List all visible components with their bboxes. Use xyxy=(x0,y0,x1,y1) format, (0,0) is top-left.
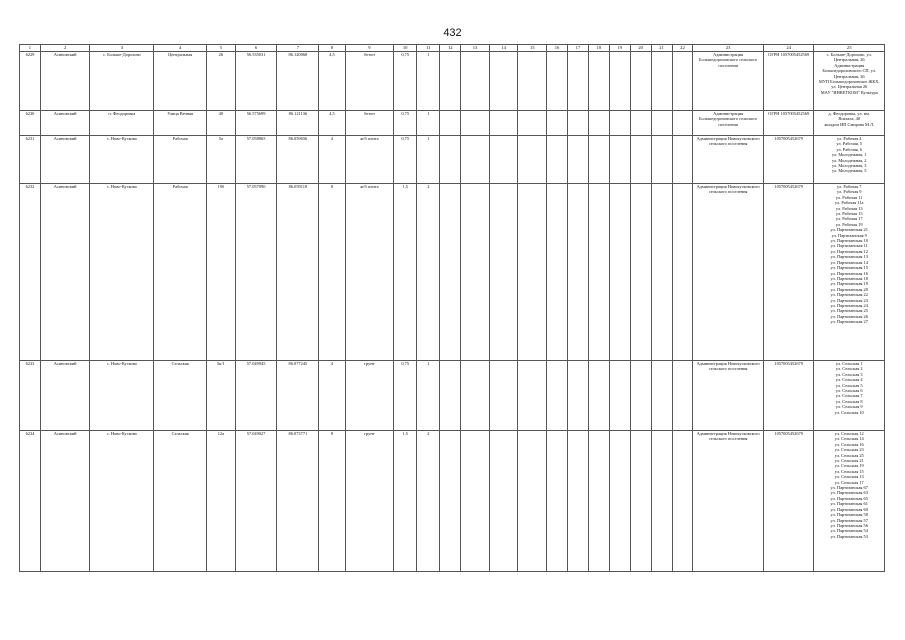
table-cell xyxy=(630,52,651,111)
table-cell xyxy=(672,52,693,111)
column-number: 15 xyxy=(518,45,547,52)
table-cell: 57.049027 xyxy=(235,431,277,572)
address-line: ул. Сельская 23 xyxy=(834,447,864,453)
table-cell: Улица Вечная xyxy=(154,111,207,136)
table-cell xyxy=(547,431,568,572)
address-line: ул. Партизанская 24 xyxy=(830,302,868,308)
address-line: ул. Партизанская 15 xyxy=(830,265,868,271)
column-number: 16 xyxy=(547,45,568,52)
address-line: ул. Рабочая 7 xyxy=(836,184,862,189)
table-cell: бетон xyxy=(345,52,393,111)
column-number: 18 xyxy=(588,45,609,52)
column-number: 8 xyxy=(319,45,345,52)
table-cell xyxy=(567,184,588,361)
column-number: 7 xyxy=(277,45,319,52)
table-cell xyxy=(440,111,461,136)
table-cell: 40 xyxy=(207,111,236,136)
column-number: 24 xyxy=(763,45,814,52)
table-cell: Сельская xyxy=(154,361,207,431)
address-line: ул. Партизанская 11 xyxy=(830,243,868,249)
table-cell: 57.058865 xyxy=(235,136,277,184)
table-cell xyxy=(489,184,518,361)
table-cell xyxy=(609,184,630,361)
table-cell: ОГРН 1057005452569 xyxy=(763,52,814,111)
table-cell xyxy=(609,361,630,431)
column-number: 12 xyxy=(440,45,461,52)
table-cell: с. Ново-Кусково xyxy=(90,361,154,431)
table-cell: 0,75 xyxy=(394,111,417,136)
table-cell: Асиновский xyxy=(40,111,90,136)
table-cell: ж/б плита xyxy=(345,184,393,361)
column-number: 19 xyxy=(609,45,630,52)
table-cell xyxy=(440,136,461,184)
table-cell: 6232 xyxy=(20,184,41,361)
column-number: 25 xyxy=(814,45,885,52)
table-cell: 2 xyxy=(417,184,440,361)
address-line: ул. Молодежная, 1 xyxy=(831,152,867,158)
address-line: ул. Сельская 3 xyxy=(835,371,863,377)
address-line: ул. Молодежная, 3 xyxy=(831,163,867,169)
page-number: 432 xyxy=(443,27,462,39)
table-cell: с. Ново-Кусково xyxy=(90,431,154,572)
table-cell xyxy=(588,361,609,431)
table-cell: Администрация Новокусковского сельского поселения xyxy=(693,184,763,361)
address-line: с. Больше-Дорохово, ул. xyxy=(826,52,872,57)
table-cell: 1 xyxy=(417,136,440,184)
table-cell: 57.049945 xyxy=(235,361,277,431)
table-cell: 5а xyxy=(207,136,236,184)
column-number: 5 xyxy=(207,45,236,52)
table-cell xyxy=(609,52,630,111)
table-cell xyxy=(489,52,518,111)
table-cell: 86.059656 xyxy=(277,136,319,184)
address-line: Администрация xyxy=(834,62,865,68)
table-cell: 1 xyxy=(417,52,440,111)
table-cell xyxy=(567,431,588,572)
served-addresses-cell xyxy=(814,431,885,572)
column-number: 10 xyxy=(394,45,417,52)
table-cell: с. Ново-Кусково xyxy=(90,136,154,184)
table-cell xyxy=(461,136,490,184)
table-cell: Асиновский xyxy=(40,136,90,184)
address-line: ул. Молодежная, 2 xyxy=(831,157,867,163)
address-line: ул. Сельская 6 xyxy=(835,388,863,394)
table-cell: Асиновский xyxy=(40,184,90,361)
address-line: ул. Сельская 5 xyxy=(835,382,863,388)
address-line: ул. Партизанская 53 xyxy=(830,533,868,539)
address-line: ул. Партизанская 21 xyxy=(830,227,868,233)
table-cell: 86.077245 xyxy=(277,361,319,431)
table-cell: 6233 xyxy=(20,361,41,431)
table-cell xyxy=(489,361,518,431)
address-line: ул. Сельская 14 xyxy=(834,436,864,442)
table-cell: Асиновский xyxy=(40,361,90,431)
address-line: ул. Партизанская 63 xyxy=(830,490,868,496)
address-line: ул. Сельская 21 xyxy=(834,458,864,464)
table-cell: Сельская xyxy=(154,431,207,572)
table-cell: 1057005452679 xyxy=(763,361,814,431)
table-cell xyxy=(461,111,490,136)
table-cell: 8 xyxy=(319,431,345,572)
table-row xyxy=(20,184,885,361)
table-cell: ж/б плита xyxy=(345,136,393,184)
address-line: ул. Партизанская 57 xyxy=(830,517,868,523)
column-number: 4 xyxy=(154,45,207,52)
table-cell xyxy=(651,431,672,572)
table-cell: 57.057090 xyxy=(235,184,277,361)
table-cell: 0,75 xyxy=(394,52,417,111)
address-line: ул. Рабочая 15 xyxy=(835,211,863,217)
address-line: ул. Партизанская 26 xyxy=(830,313,868,319)
served-addresses-cell xyxy=(814,111,885,136)
table-cell xyxy=(672,111,693,136)
table-cell xyxy=(567,52,588,111)
address-line: ул. Центральная 26 xyxy=(831,84,868,90)
table-cell xyxy=(630,184,651,361)
address-line: ул. Рабочая 13 xyxy=(835,205,863,211)
table-cell xyxy=(440,361,461,431)
address-line: ул. Партизанская 13 xyxy=(830,254,868,260)
table-cell xyxy=(547,52,568,111)
table-row xyxy=(20,431,885,572)
address-line: ул. Рабочая 9 xyxy=(836,189,862,195)
table-cell xyxy=(518,361,547,431)
table-cell xyxy=(461,184,490,361)
address-line: ул. Сельская 16 xyxy=(834,441,864,447)
table-cell: 5к/1 xyxy=(207,361,236,431)
table-cell: Администрация Новокусковского сельского поселения xyxy=(693,361,763,431)
address-line: ул. Партизанская 23 xyxy=(830,297,868,303)
table-cell xyxy=(547,361,568,431)
address-line: ул. Сельская 12 xyxy=(834,431,864,436)
table-cell: грунт xyxy=(345,431,393,572)
address-line: ул. Рабочая, 6 xyxy=(836,146,863,152)
table-cell xyxy=(567,361,588,431)
table-cell xyxy=(651,361,672,431)
table-cell: 1 xyxy=(417,111,440,136)
table-cell: 2 xyxy=(417,431,440,572)
table-cell: 4 xyxy=(319,361,345,431)
column-number: 21 xyxy=(651,45,672,52)
table-cell xyxy=(461,361,490,431)
table-cell xyxy=(630,136,651,184)
address-line: ул. Партизанская 16 xyxy=(830,270,868,276)
address-line: ул. Сельская 17 xyxy=(834,479,864,485)
table-cell: Рабочая xyxy=(154,184,207,361)
table-cell xyxy=(547,111,568,136)
address-line: ул. Сельская 7 xyxy=(835,393,863,399)
table-cell xyxy=(461,431,490,572)
address-line: ул. Партизанская 22 xyxy=(830,292,868,298)
table-cell: 12а xyxy=(207,431,236,572)
address-line: ул. Партизанская 14 xyxy=(830,259,868,265)
table-cell xyxy=(651,111,672,136)
table-cell: 56.575699 xyxy=(235,111,277,136)
address-line: ул. Партизанская 67 xyxy=(830,485,868,491)
header-row xyxy=(20,45,885,52)
address-line: ул. Рабочая 11 xyxy=(835,194,863,200)
table-cell xyxy=(630,431,651,572)
column-number: 2 xyxy=(40,45,90,52)
address-line: Центральная, 26 xyxy=(833,73,865,79)
table-cell: 86.121136 xyxy=(277,111,319,136)
address-line: ул. Сельская 8 xyxy=(835,398,863,404)
table-cell: 6229 xyxy=(20,52,41,111)
address-line: жилдом ИП Смирова М.Л. xyxy=(824,121,875,127)
address-line: ул. Партизанская 54 xyxy=(830,528,868,534)
table-cell: 1,5 xyxy=(394,431,417,572)
table-cell: 4,5 xyxy=(319,111,345,136)
table-cell xyxy=(489,136,518,184)
served-addresses-cell xyxy=(814,136,885,184)
table-cell xyxy=(651,184,672,361)
column-number: 1 xyxy=(20,45,41,52)
table-cell: 86.059118 xyxy=(277,184,319,361)
table-cell xyxy=(672,136,693,184)
served-addresses-cell xyxy=(814,52,885,111)
address-line: ул. Сельская 1 xyxy=(835,361,863,366)
table-cell: с. Ново-Кусково xyxy=(90,184,154,361)
column-number: 9 xyxy=(345,45,393,52)
table-cell xyxy=(609,111,630,136)
table-cell: 0,75 xyxy=(394,361,417,431)
table-cell xyxy=(609,431,630,572)
table-cell: 6230 xyxy=(20,111,41,136)
table-cell: Рабочая xyxy=(154,136,207,184)
column-number: 6 xyxy=(235,45,277,52)
table-cell: 86.120068 xyxy=(277,52,319,111)
address-line: ул. Партизанская 56 xyxy=(830,522,868,528)
column-number: 22 xyxy=(672,45,693,52)
address-line: ул. Рабочая 11а xyxy=(834,200,864,206)
table-row xyxy=(20,52,885,111)
table-cell: 1 xyxy=(417,361,440,431)
address-line: МАУ "ИНВЕТКОМ" Культура xyxy=(820,89,878,95)
table-cell xyxy=(651,136,672,184)
table-cell xyxy=(518,136,547,184)
table-cell xyxy=(588,111,609,136)
table-cell xyxy=(489,431,518,572)
address-line: ул. Рабочая 19 xyxy=(835,221,863,227)
table-cell xyxy=(440,431,461,572)
table-cell xyxy=(567,111,588,136)
address-line: д. Феодоровка, ул. им. xyxy=(828,111,871,116)
table-cell xyxy=(588,184,609,361)
table-cell xyxy=(547,184,568,361)
table-cell: Центральная xyxy=(154,52,207,111)
column-number: 20 xyxy=(630,45,651,52)
table-cell: 4 xyxy=(319,136,345,184)
served-addresses-cell xyxy=(814,184,885,361)
address-line: ул. Партизанская 10 xyxy=(830,238,868,244)
table-cell: 0,75 xyxy=(394,136,417,184)
table-cell: 8 xyxy=(319,184,345,361)
address-line: ул. Сельская 19 xyxy=(834,463,864,469)
column-number: 14 xyxy=(489,45,518,52)
table-cell: Асиновский xyxy=(40,52,90,111)
column-number: 17 xyxy=(567,45,588,52)
table-cell xyxy=(651,52,672,111)
table-cell: Администрация Большедороховского сельского поселения xyxy=(693,111,763,136)
table-cell: Асиновский xyxy=(40,431,90,572)
address-line: ул. Молодежная, 5 xyxy=(831,168,867,174)
column-number: 3 xyxy=(90,45,154,52)
table-cell: 86.073771 xyxy=(277,431,319,572)
table-cell: Администрация Новокусковского сельского поселения xyxy=(693,136,763,184)
address-line: ул. Партизанская 12 xyxy=(830,248,868,254)
address-line: ул. Партизанская 27 xyxy=(830,319,868,325)
address-line: Центральная, 26 xyxy=(833,57,865,63)
address-line: ул. Сельская 13 xyxy=(834,474,864,480)
column-number: 13 xyxy=(461,45,490,52)
table-cell: бетон xyxy=(345,111,393,136)
table-cell xyxy=(630,111,651,136)
table-cell: ОГРН 1057005452569 xyxy=(763,111,814,136)
address-line: ул. Партизанская 58 xyxy=(830,512,868,518)
table-cell xyxy=(547,136,568,184)
table-cell xyxy=(518,52,547,111)
table-cell: 1,5 xyxy=(394,184,417,361)
table-cell xyxy=(588,52,609,111)
table-cell: 56.535031 xyxy=(235,52,277,111)
table-row xyxy=(20,136,885,184)
table-cell xyxy=(461,52,490,111)
table-cell xyxy=(489,111,518,136)
table-cell xyxy=(440,52,461,111)
address-line: ул. Партизанская 60 xyxy=(830,506,868,512)
address-line: ул. Сельская 9 xyxy=(835,404,863,410)
table-cell: 4,5 xyxy=(319,52,345,111)
table-cell: 6234 xyxy=(20,431,41,572)
table-cell xyxy=(518,111,547,136)
table-cell xyxy=(518,431,547,572)
table-cell xyxy=(672,184,693,361)
table-cell xyxy=(440,184,461,361)
table-row xyxy=(20,361,885,431)
address-line: ул. Рабочая 17 xyxy=(835,216,863,222)
table-cell: 26 xyxy=(207,52,236,111)
table-cell: 1057005452679 xyxy=(763,431,814,572)
table-cell: с. Больше-Дорохово xyxy=(90,52,154,111)
table-cell xyxy=(518,184,547,361)
address-line: ул. Партизанская 65 xyxy=(830,495,868,501)
table-cell xyxy=(672,361,693,431)
address-line: МУП Большедороховское ЖКХ, xyxy=(818,79,880,85)
table-cell: 6231 xyxy=(20,136,41,184)
table-cell: п. Феодоровка xyxy=(90,111,154,136)
address-line: ул. Сельская 10 xyxy=(834,409,864,415)
table-cell xyxy=(609,136,630,184)
column-number: 11 xyxy=(417,45,440,52)
table-cell xyxy=(630,361,651,431)
table-row xyxy=(20,111,885,136)
table-cell: 1057005452679 xyxy=(763,184,814,361)
address-line: ул. Рабочая, 5 xyxy=(836,141,863,147)
address-line: ул. Рабочая 4 xyxy=(836,136,862,141)
address-line: ул. Партизанская 25 xyxy=(830,308,868,314)
table-cell: Администрация Большедороховского сельского поселения xyxy=(693,52,763,111)
column-number: 23 xyxy=(693,45,763,52)
table-cell xyxy=(588,136,609,184)
table-cell: Администрация Новокусковского сельского поселения xyxy=(693,431,763,572)
address-line: ул. Сельская 15 xyxy=(834,468,864,474)
served-addresses-cell xyxy=(814,361,885,431)
table-cell xyxy=(672,431,693,572)
table-cell: 19б xyxy=(207,184,236,361)
table-cell xyxy=(588,431,609,572)
address-line: ул. Партизанская 61 xyxy=(830,501,868,507)
address-line: ул. Партизанская 19 xyxy=(830,281,868,287)
address-line: Вокзала, 40 xyxy=(838,116,861,122)
address-line: ул. Сельская 4 xyxy=(835,377,863,383)
table-cell: 1057005452679 xyxy=(763,136,814,184)
address-line: ул. Партизанская 20 xyxy=(830,286,868,292)
address-line: ул. Партизанская 18 xyxy=(830,275,868,281)
address-line: ул. Партизанская 9 xyxy=(831,232,867,238)
table-cell: грунт xyxy=(345,361,393,431)
register-table xyxy=(19,44,885,572)
address-line: ул. Сельская 2 xyxy=(835,366,863,372)
address-line: ул. Сельская 25 xyxy=(834,452,864,458)
table-cell xyxy=(567,136,588,184)
address-line: Большедороховского СП, ул. xyxy=(822,68,877,74)
